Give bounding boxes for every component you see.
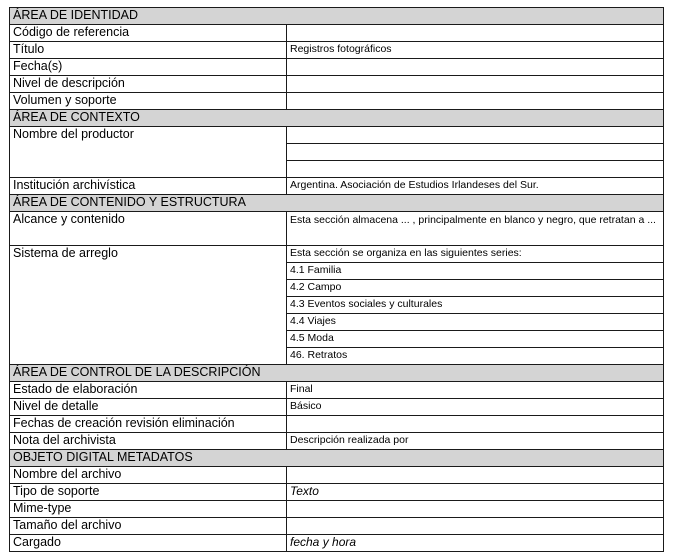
nivel-descripcion-value bbox=[287, 76, 664, 93]
field-row bbox=[10, 535, 664, 552]
field-row bbox=[10, 501, 664, 518]
field-row bbox=[10, 59, 664, 76]
alcance-contenido-label: Alcance y contenido bbox=[10, 212, 287, 246]
estado-elaboracion-value: Final bbox=[287, 382, 664, 399]
field-row bbox=[10, 382, 664, 399]
volumen-soporte-label: Volumen y soporte bbox=[10, 93, 287, 110]
archival-description-table bbox=[9, 7, 664, 552]
tamano-archivo-label: Tamaño del archivo bbox=[10, 518, 287, 535]
nombre-archivo-label: Nombre del archivo bbox=[10, 467, 287, 484]
fechas-label: Fecha(s) bbox=[10, 59, 287, 76]
field-row bbox=[10, 416, 664, 433]
codigo-referencia-value bbox=[287, 25, 664, 42]
nivel-detalle-label: Nivel de detalle bbox=[10, 399, 287, 416]
fechas-value bbox=[287, 59, 664, 76]
tamano-archivo-value bbox=[287, 518, 664, 535]
field-row bbox=[10, 127, 664, 144]
series-item: 46. Retratos bbox=[287, 348, 664, 365]
nombre-productor-label: Nombre del productor bbox=[10, 127, 287, 178]
fechas-revision-label: Fechas de creación revisión eliminación bbox=[10, 416, 287, 433]
field-row bbox=[10, 178, 664, 195]
cargado-label: Cargado bbox=[10, 535, 287, 552]
volumen-soporte-value bbox=[287, 93, 664, 110]
institucion-archivistica-label: Institución archivística bbox=[10, 178, 287, 195]
field-row bbox=[10, 467, 664, 484]
mime-type-value bbox=[287, 501, 664, 518]
section-objeto-row bbox=[10, 450, 664, 467]
section-objeto-header: OBJETO DIGITAL METADATOS bbox=[10, 450, 664, 467]
series-item: 4.3 Eventos sociales y culturales bbox=[287, 297, 664, 314]
institucion-archivistica-value: Argentina. Asociación de Estudios Irlandeses del Sur. bbox=[287, 178, 664, 195]
series-item: 4.4 Viajes bbox=[287, 314, 664, 331]
mime-type-label: Mime-type bbox=[10, 501, 287, 518]
series-item: 4.1 Familia bbox=[287, 263, 664, 280]
section-control-header: ÁREA DE CONTROL DE LA DESCRIPCIÓN bbox=[10, 365, 664, 382]
field-row bbox=[10, 25, 664, 42]
section-contexto-row bbox=[10, 110, 664, 127]
titulo-label: Título bbox=[10, 42, 287, 59]
section-contenido-row bbox=[10, 195, 664, 212]
section-control-row bbox=[10, 365, 664, 382]
field-row bbox=[10, 433, 664, 450]
fechas-revision-value bbox=[287, 416, 664, 433]
tipo-soporte-value: Texto bbox=[287, 484, 664, 501]
nombre-productor-value-3 bbox=[287, 161, 664, 178]
codigo-referencia-label: Código de referencia bbox=[10, 25, 287, 42]
field-row bbox=[10, 93, 664, 110]
tipo-soporte-label: Tipo de soporte bbox=[10, 484, 287, 501]
field-row bbox=[10, 42, 664, 59]
section-contenido-header: ÁREA DE CONTENIDO Y ESTRUCTURA bbox=[10, 195, 664, 212]
series-item: 4.5 Moda bbox=[287, 331, 664, 348]
titulo-value: Registros fotográficos bbox=[287, 42, 664, 59]
field-row bbox=[10, 399, 664, 416]
section-identidad-row bbox=[10, 8, 664, 25]
series-item: 4.2 Campo bbox=[287, 280, 664, 297]
section-identidad-header: ÁREA DE IDENTIDAD bbox=[10, 8, 664, 25]
nivel-detalle-value: Básico bbox=[287, 399, 664, 416]
field-row bbox=[10, 212, 664, 246]
section-contexto-header: ÁREA DE CONTEXTO bbox=[10, 110, 664, 127]
nota-archivista-label: Nota del archivista bbox=[10, 433, 287, 450]
field-row bbox=[10, 518, 664, 535]
nombre-productor-value bbox=[287, 127, 664, 144]
sistema-arreglo-value: Esta sección se organiza en las siguientes series: bbox=[287, 246, 664, 263]
sistema-arreglo-label: Sistema de arreglo bbox=[10, 246, 287, 365]
cargado-value: fecha y hora bbox=[287, 535, 664, 552]
nivel-descripcion-label: Nivel de descripción bbox=[10, 76, 287, 93]
nombre-archivo-value bbox=[287, 467, 664, 484]
field-row bbox=[10, 484, 664, 501]
alcance-contenido-value: Esta sección almacena ... , principalmente en blanco y negro, que retratan a ... bbox=[287, 212, 664, 246]
estado-elaboracion-label: Estado de elaboración bbox=[10, 382, 287, 399]
nombre-productor-value-2 bbox=[287, 144, 664, 161]
field-row bbox=[10, 246, 664, 263]
field-row bbox=[10, 76, 664, 93]
nota-archivista-value: Descripción realizada por bbox=[287, 433, 664, 450]
